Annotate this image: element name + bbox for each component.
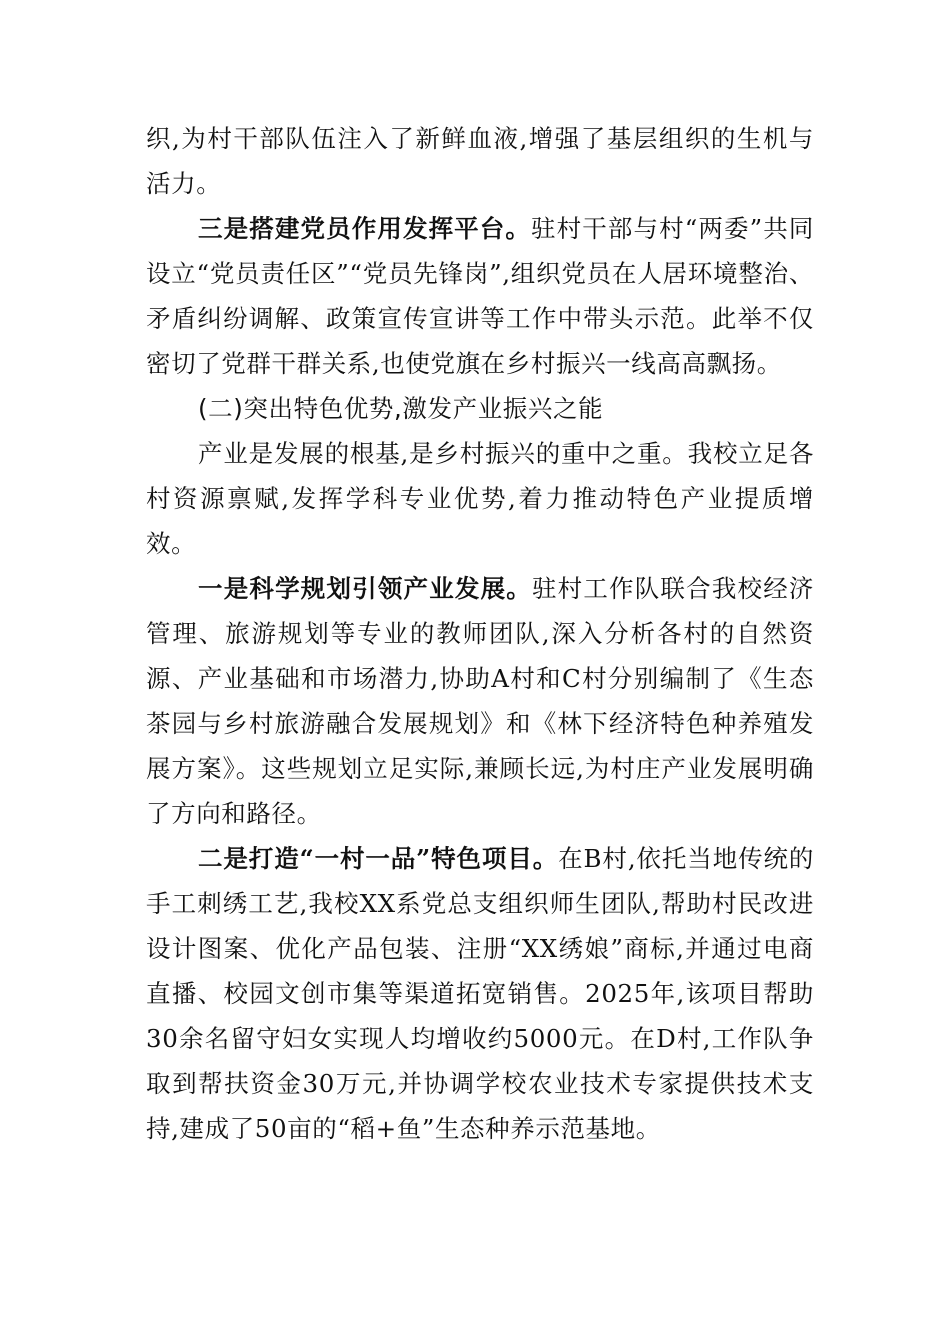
section-heading: (二)突出特色优势,激发产业振兴之能 — [198, 394, 604, 423]
document-page — [146, 116, 814, 1151]
paragraph-body-text: 驻村干部与村“两委”共同设立“党员责任区”“党员先锋岗”,组织党员在人居环境整治、矛盾纠纷调解、政策宣传宣讲等工作中带头示范。此举不仅密切了党群干群关系,也使党旗在乡村振兴一线高高飘扬。 — [146, 214, 814, 378]
paragraph-body-text: 驻村工作队联合我校经济管理、旅游规划等专业的教师团队,深入分析各村的自然资源、产业基础和市场潜力,协助A村和C村分别编制了《生态茶园与乡村旅游融合发展规划》和《林下经济特色种养殖发展方案》。这些规划立足实际,兼顾长远,为村庄产业发展明确了方向和路径。 — [146, 574, 814, 828]
paragraph-lead-text: 三是搭建党员作用发挥平台。 — [198, 214, 532, 243]
paragraph-lead-text: 一是科学规划引领产业发展。 — [198, 574, 532, 603]
paragraph-continuation: 织,为村干部队伍注入了新鲜血液,增强了基层组织的生机与活力。 — [146, 124, 814, 198]
paragraph-one-village-one-product — [146, 836, 814, 1151]
paragraph-body-text: 在B村,依托当地传统的手工刺绣工艺,我校XX系党总支组织师生团队,帮助村民改进设计图案、优化产品包装、注册“XX绣娘”商标,并通过电商直播、校园文创市集等渠道拓宽销售。2025年,该项目帮助30余名留守妇女实现人均增收约5000元。在D村,工作队争取到帮扶资金30万元,并协调学校农业技术专家提供技术支持,建成了50亩的“稻+鱼”生态种养示范基地。 — [146, 844, 814, 1143]
paragraph-party-platform — [146, 206, 814, 386]
paragraph-planning — [146, 566, 814, 836]
paragraph-industry-intro: 产业是发展的根基,是乡村振兴的重中之重。我校立足各村资源禀赋,发挥学科专业优势,着力推动特色产业提质增效。 — [146, 439, 814, 558]
paragraph-lead-text: 二是打造“一村一品”特色项目。 — [198, 844, 559, 873]
